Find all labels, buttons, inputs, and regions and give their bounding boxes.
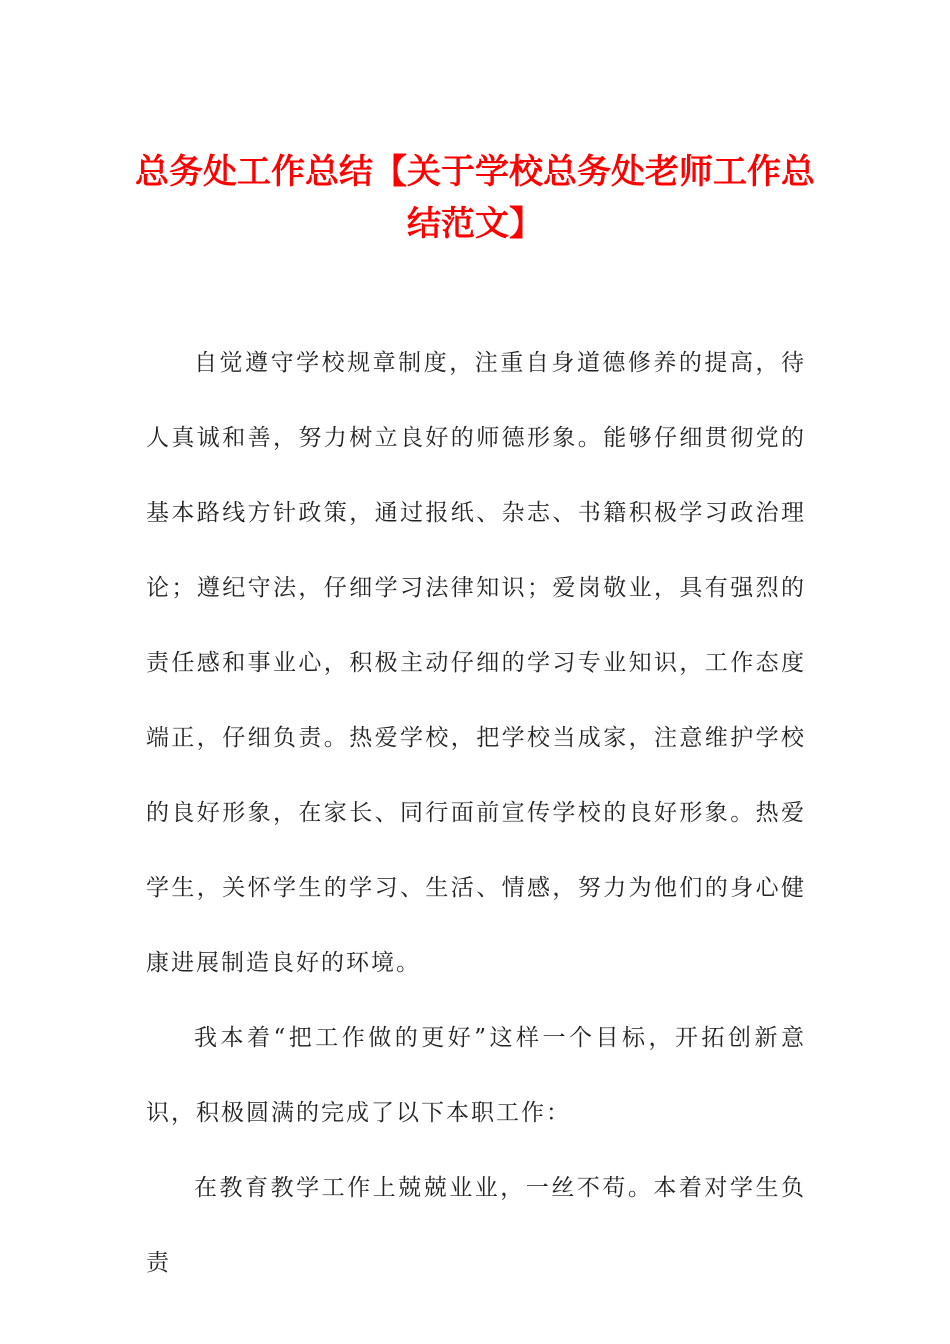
document-title: 总务处工作总结【关于学校总务处老师工作总结范文】 [135,152,815,244]
paragraph-1: 自觉遵守学校规章制度，注重自身道德修养的提高，待人真诚和善，努力树立良好的师德形象。能够仔细贯彻党的基本路线方针政策，通过报纸、杂志、书籍积极学习政治理论；遵纪守法，仔细学习法律知识；爱岗敬业，具有强烈的责任感和事业心，积极主动仔细的学习专业知识，工作态度端正，仔细负责。热爱学校，把学校当成家，注意维护学校的良好形象，在家长、同行面前宣传学校的良好形象。热爱学生，关怀学生的学习、生活、情感，努力为他们的身心健康进展制造良好的环境。 [146,350,806,976]
paragraph-3: 在教育教学工作上兢兢业业，一丝不苟。本着对学生负责 [146,1175,806,1276]
document-body [146,326,806,1301]
paragraph-2: 我本着“把工作做的更好”这样一个目标，开拓创新意识，积极圆满的完成了以下本职工作： [146,1025,806,1126]
